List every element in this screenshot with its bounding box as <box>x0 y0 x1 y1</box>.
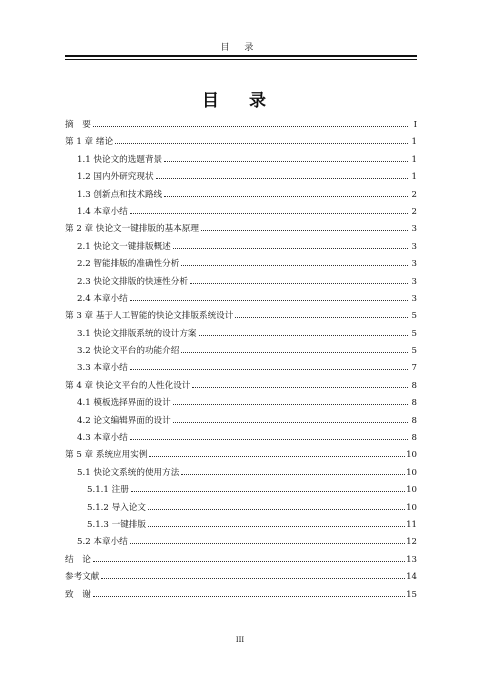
toc-entry[interactable] <box>65 135 417 152</box>
toc-dot-leader <box>164 161 408 162</box>
toc-entry[interactable] <box>65 118 417 135</box>
toc-entry-label: 结 论 <box>65 554 91 565</box>
toc-dot-leader <box>173 248 408 249</box>
toc-entry-label: 5.1.2 导入论文 <box>87 502 146 513</box>
toc-entry-label: 第 4 章 快论文平台的人性化设计 <box>65 380 191 391</box>
toc-entry-page: 3 <box>411 224 417 235</box>
toc-dot-leader <box>131 491 405 492</box>
toc-entry-label: 摘 要 <box>65 120 91 130</box>
toc-entry-page: 15 <box>406 589 417 600</box>
toc-entry[interactable] <box>65 431 417 448</box>
toc-entry[interactable] <box>65 570 417 587</box>
page-number: III <box>235 636 245 644</box>
toc-entry-label: 2.1 快论文一键排版概述 <box>77 241 171 252</box>
toc-dot-leader <box>181 352 408 353</box>
toc-dot-leader <box>93 126 408 127</box>
toc-entry-label: 2.4 本章小结 <box>77 293 128 304</box>
toc-dot-leader <box>115 143 408 144</box>
toc-entry[interactable] <box>65 361 417 378</box>
toc-dot-leader <box>93 596 405 597</box>
page-title: 目 录 <box>202 91 278 111</box>
toc-entry-page: I <box>413 120 417 130</box>
toc-dot-leader <box>130 300 408 301</box>
toc-entry-page: 12 <box>406 537 417 548</box>
table-of-contents <box>65 118 417 605</box>
toc-entry-page: 3 <box>411 241 417 252</box>
toc-dot-leader <box>130 543 405 544</box>
toc-entry-page: 3 <box>411 293 417 304</box>
toc-entry-label: 5.2 本章小结 <box>77 537 128 548</box>
toc-entry[interactable] <box>65 222 417 239</box>
toc-entry-page: 8 <box>411 415 417 426</box>
toc-dot-leader <box>173 404 408 405</box>
toc-entry-page: 5 <box>411 311 417 322</box>
toc-entry-label: 3.2 快论文平台的功能介绍 <box>77 346 180 357</box>
toc-entry-page: 10 <box>406 450 417 461</box>
toc-entry-page: 14 <box>406 572 417 583</box>
toc-dot-leader <box>130 369 408 370</box>
toc-entry[interactable] <box>65 501 417 518</box>
toc-entry-label: 5.1.3 一键排版 <box>87 519 146 530</box>
toc-entry-page: 8 <box>411 433 417 444</box>
toc-entry-page: 2 <box>411 206 417 217</box>
toc-entry[interactable] <box>65 188 417 205</box>
header-rule-thick <box>65 55 417 57</box>
toc-entry-page: 10 <box>406 502 417 513</box>
toc-entry[interactable] <box>65 553 417 570</box>
toc-entry[interactable] <box>65 466 417 483</box>
toc-entry-page: 1 <box>411 137 417 148</box>
toc-entry[interactable] <box>65 327 417 344</box>
toc-entry-label: 第 1 章 绪论 <box>65 137 114 148</box>
toc-entry-page: 8 <box>411 380 417 391</box>
toc-entry-page: 5 <box>411 328 417 339</box>
toc-dot-leader <box>201 230 408 231</box>
toc-dot-leader <box>181 265 408 266</box>
toc-entry-label: 1.2 国内外研究现状 <box>77 172 154 183</box>
toc-entry-page: 1 <box>411 154 417 165</box>
toc-entry[interactable] <box>65 205 417 222</box>
toc-entry-label: 4.3 本章小结 <box>77 433 128 444</box>
toc-entry[interactable] <box>65 275 417 292</box>
toc-entry-label: 4.2 论文编辑界面的设计 <box>77 415 171 426</box>
toc-entry[interactable] <box>65 240 417 257</box>
toc-entry-label: 第 3 章 基于人工智能的快论文排版系统设计 <box>65 311 234 322</box>
toc-entry-label: 5.1 快论文系统的使用方法 <box>77 467 180 478</box>
toc-entry-page: 3 <box>411 276 417 287</box>
toc-dot-leader <box>181 474 405 475</box>
toc-entry[interactable] <box>65 518 417 535</box>
toc-entry-label: 4.1 模板选择界面的设计 <box>77 398 171 409</box>
toc-entry[interactable] <box>65 588 417 605</box>
toc-entry[interactable] <box>65 257 417 274</box>
toc-entry-page: 1 <box>411 172 417 183</box>
toc-entry[interactable] <box>65 153 417 170</box>
toc-entry-page: 11 <box>406 519 417 530</box>
toc-entry[interactable] <box>65 344 417 361</box>
toc-dot-leader <box>173 422 408 423</box>
toc-dot-leader <box>190 283 408 284</box>
toc-entry-page: 3 <box>411 259 417 270</box>
toc-entry-label: 5.1.1 注册 <box>87 485 129 496</box>
toc-entry-page: 2 <box>411 189 417 200</box>
toc-entry-page: 5 <box>411 346 417 357</box>
header-rule-thin <box>65 59 417 60</box>
toc-entry-label: 第 2 章 快论文一键排版的基本原理 <box>65 224 199 235</box>
toc-dot-leader <box>130 439 408 440</box>
toc-dot-leader <box>148 526 405 527</box>
toc-dot-leader <box>149 456 405 457</box>
toc-entry-label: 2.3 快论文排版的快速性分析 <box>77 276 188 287</box>
toc-entry-page: 10 <box>406 485 417 496</box>
toc-entry-label: 3.1 快论文排版系统的设计方案 <box>77 328 197 339</box>
toc-entry[interactable] <box>65 396 417 413</box>
toc-entry[interactable] <box>65 535 417 552</box>
toc-entry-page: 7 <box>411 363 417 374</box>
toc-entry[interactable] <box>65 292 417 309</box>
toc-entry-page: 10 <box>406 467 417 478</box>
toc-entry[interactable] <box>65 483 417 500</box>
toc-entry-label: 1.1 快论文的选题背景 <box>77 154 163 165</box>
toc-dot-leader <box>101 578 405 579</box>
toc-dot-leader <box>130 213 408 214</box>
toc-entry[interactable] <box>65 448 417 465</box>
toc-entry[interactable] <box>65 170 417 187</box>
toc-entry[interactable] <box>65 414 417 431</box>
toc-entry-label: 2.2 智能排版的准确性分析 <box>77 259 180 270</box>
toc-entry-label: 致 谢 <box>65 589 91 600</box>
toc-entry-label: 1.4 本章小结 <box>77 206 128 217</box>
toc-entry-label: 第 5 章 系统应用实例 <box>65 450 148 461</box>
toc-dot-leader <box>199 335 408 336</box>
toc-dot-leader <box>164 196 408 197</box>
toc-entry-label: 1.3 创新点和技术路线 <box>77 189 163 200</box>
toc-entry[interactable] <box>65 379 417 396</box>
toc-dot-leader <box>192 387 408 388</box>
toc-entry-label: 3.3 本章小结 <box>77 363 128 374</box>
toc-dot-leader <box>235 317 408 318</box>
toc-dot-leader <box>93 561 405 562</box>
toc-entry-page: 13 <box>406 554 417 565</box>
toc-entry-label: 参考文献 <box>65 572 100 583</box>
running-header: 目 录 <box>220 43 260 53</box>
toc-entry-page: 8 <box>411 398 417 409</box>
toc-dot-leader <box>148 509 405 510</box>
toc-dot-leader <box>156 178 408 179</box>
toc-entry[interactable] <box>65 309 417 326</box>
